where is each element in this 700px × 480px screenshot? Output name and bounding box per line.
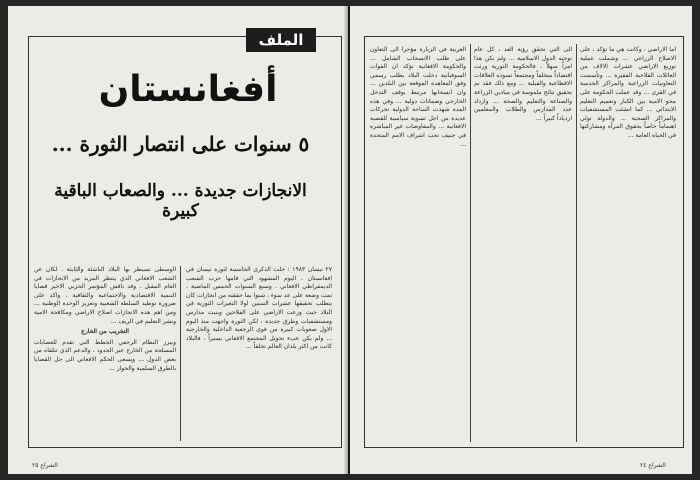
column-divider — [470, 44, 471, 442]
column-left-continued: ويبرز النظام الرجعي الخطط التي تقدم للعصابات المسلحة من الخارج عبر الحدود ، والدعم الذي تتلقاه من بعض الدول ... ويسعى الحكم الافغاني الى حل القضايا بالطرق السلمية والحوار ... — [34, 338, 176, 372]
section-label: الملف — [246, 28, 316, 52]
article-column-3: اما الاراضي ، وكانت هي ما تؤكد ، على الاصلاح الزراعي ... وشملت عملية توزيع الاراضي عشرات الالاف من العائلات الفلاحية الفقيرة ... وتأسست التعاونيات الزراعية والمراكز الخدمية في القرى ... وقد عملت الحكومة على محو الامية بين الكبار وتعميم التعليم الابتدائي ... كما انشئت المستشفيات والمراكز الصحية ... والدولة تولي اهتماماً خاصاً بحقوق المرأة ومشاركتها في الحياة العامة ... — [580, 46, 676, 139]
left-page — [8, 6, 348, 474]
article-column-1: العربية في الزيارة مؤخراً الى التعاون على طلب الانسحاب الشامل ... والحكومة الافغانية تؤكد ان القوات السوفياتية دخلت البلاد بطلب رسمي وفق المعاهدة الموقعة بين البلدين ... وان انسحابها مرتبط بوقف التدخل الخارجي وضمانات دولية ... وفي هذه المدة شهدت الساحة الدولية تحركات عديدة من اجل تسوية سياسية للقضية الافغانية ... والمفاوضات غير المباشرة في جنيف تحت اشراف الامم المتحدة ... — [370, 46, 466, 148]
right-page — [350, 6, 692, 474]
column-left-text: الوسطى تسيطر بها البلاد الناشئة والثابتة . لكان عن الشعب الافغاني الذي ينتظر المزيد من الانجازات في العام المقبل . وقد ناقش المؤتمر الحزبي الاخير قضايا التنمية الاقتصادية والاجتماعية والثقافية ، واكد على ضرورة توطيد السلطة الشعبية وتعزيز الوحدة الوطنية ... ومن اهم هذه الانجازات اصلاح الاراضي ومكافحة الامية ونشر التعليم في الريف ... — [34, 266, 176, 325]
column-divider — [576, 44, 577, 442]
article-column-right: ٢٧ نيسان ١٩٨٣ : حلت الذكرى الخامسة لثورة نيسان في افغانستان . اليوم المشهود التي قامها حزب الشعب الديمقراطي الافغاني . وسبع السنوات الخمس الماضية ، تمت وضعة على عد سوء ، شتوا بما حققته من انجازات كان يتطلب تحقيقها عشرات السنين لولا التغيرات الثورية في البلاد حيث وزعت الاراضي على الفلاحين وبنيت مدارس ومستشفيات وطرق جديدة ، لكن الثورة واجهت منذ اليوم الاول صعوبات كبيرة من قوى الرجعية الداخلية والخارجية ... ولم يكن عبء تحويل المجتمع الافغاني يسيراً ، فالبلاد كانت من اكثر بلدان العالم تخلفاً ... — [186, 266, 332, 351]
page-headline: أفغانستان — [98, 69, 278, 110]
page-folio-right: الشراع ٢٤ — [640, 462, 666, 469]
deck-line-1: ٥ سنوات على انتصار الثورة ... — [51, 132, 310, 156]
article-column-2: الى التي تحقق رؤية الغد ، كل عام توجيه الدول الاسلامية ... ولم يكن هذا امراً سهلاً ، فالحكومة الثورية ورثت اقتصاداً متخلفاً ومجتمعاً تسوده العلاقات الاقطاعية والقبلية ... ومع ذلك فقد تم تحقيق نتائج ملموسة في ميادين الزراعة والصناعة والتعليم والصحة ... وازداد عدد المدارس والطلاب والمعلمين ازدياداً كبيراً ... — [474, 46, 572, 122]
article-column-left — [34, 266, 176, 441]
column-divider — [180, 266, 181, 441]
deck-line-2: الانجازات جديدة ... والصعاب الباقية كبيرة — [54, 181, 307, 221]
page-folio-left: الشراع ٢٥ — [32, 462, 58, 469]
sub-heading: التخريب من الخارج — [81, 328, 129, 336]
